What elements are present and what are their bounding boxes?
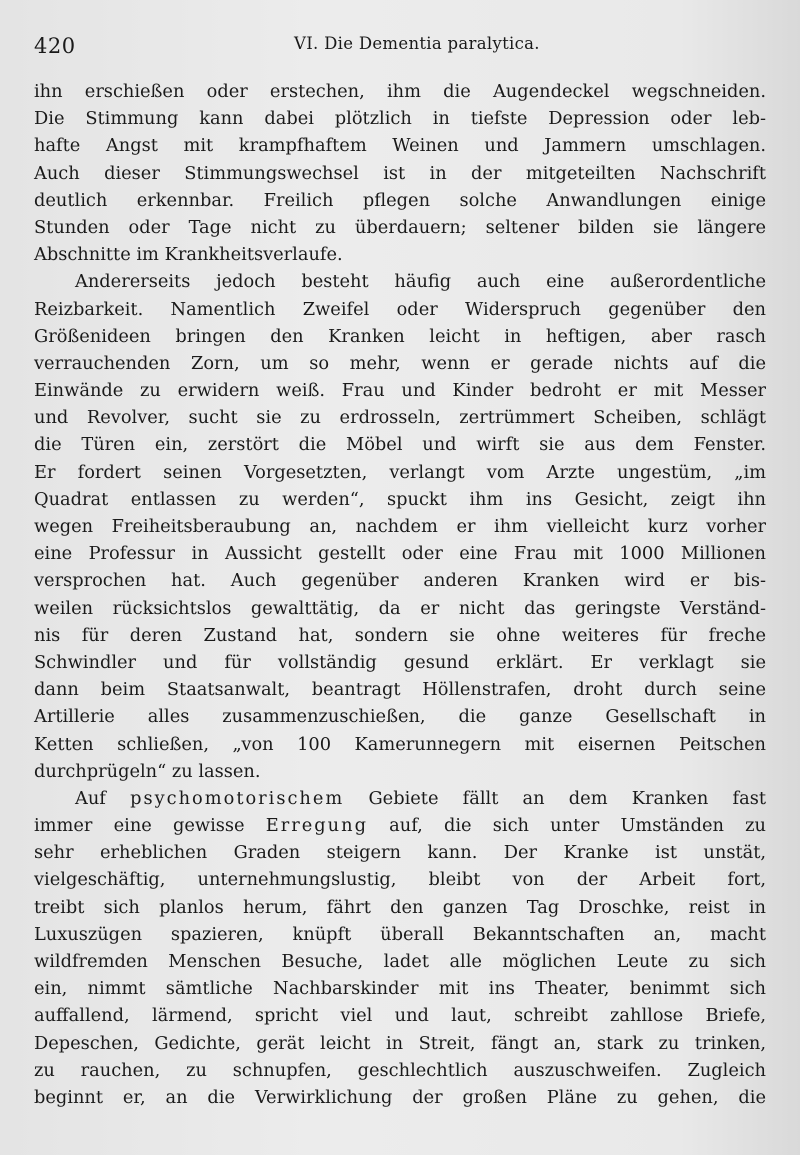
text-line: Die Stimmung kann dabei plötzlich in tiefste Depression oder leb- <box>34 108 766 130</box>
spaced-emphasis: Erregung <box>265 815 368 837</box>
text-run: Auf <box>75 787 131 809</box>
text-run: Gebiete fällt an dem Kranken fast <box>344 787 766 809</box>
page-header <box>34 30 766 60</box>
text-line: Größenideen bringen den Kranken leicht in heftigen, aber rasch <box>34 325 766 347</box>
text-line <box>34 812 766 839</box>
text-line: Stunden oder Tage nicht zu überdauern; seltener bilden sie längere <box>34 216 766 238</box>
text-line: deutlich erkennbar. Freilich pflegen solche Anwandlungen einige <box>34 189 766 211</box>
text-line: Andererseits jedoch besteht häufig auch eine außerordentliche <box>75 271 766 293</box>
text-line: Reizbarkeit. Namentlich Zweifel oder Widerspruch gegenüber den <box>34 298 766 320</box>
text-run: auf, die sich unter Umständen zu <box>367 815 766 837</box>
text-line: wegen Freiheitsberaubung an, nachdem er ihm vielleicht kurz vorher <box>34 516 766 537</box>
text-line: nis für deren Zustand hat, sondern sie ohne weiteres für freche <box>34 624 766 646</box>
running-head: VI. Die Dementia paralytica. <box>294 34 540 53</box>
text-line: Luxuszügen spazieren, knüpft überall Bekanntschaften an, macht <box>34 923 766 945</box>
text-line: vielgeschäftig, unternehmungslustig, bleibt von der Arbeit fort, <box>34 869 766 891</box>
text-line: Auch dieser Stimmungswechsel ist in der mitgeteilten Nachschrift <box>34 162 766 184</box>
text-line: zu rauchen, zu schnupfen, geschlechtlich auszuschweifen. Zugleich <box>34 1059 766 1081</box>
page-number: 420 <box>34 34 76 58</box>
text-line: ihn erschießen oder erstechen, ihm die Augendeckel wegschneiden. <box>34 81 766 102</box>
text-line: weilen rücksichtslos gewalttätig, da er nicht das geringste Verständ- <box>34 597 766 619</box>
text-line: Abschnitte im Krankheitsverlaufe. <box>34 244 343 266</box>
text-line: sehr erheblichen Graden steigern kann. Der Kranke ist unstät, <box>34 842 766 864</box>
text-line <box>34 785 766 812</box>
text-line: Schwindler und für vollständig gesund erklärt. Er verklagt sie <box>34 651 766 673</box>
text-line: Artillerie alles zusammenzuschießen, die ganze Gesellschaft in <box>34 706 766 728</box>
spaced-emphasis: psychomotorischem <box>130 787 345 809</box>
text-line: dann beim Staatsanwalt, beantragt Höllenstrafen, droht durch seine <box>34 679 766 701</box>
text-line: wildfremden Menschen Besuche, ladet alle möglichen Leute zu sich <box>34 951 766 972</box>
text-line: Er fordert seinen Vorgesetzten, verlangt vom Arzte ungestüm, „im <box>34 461 766 483</box>
text-line: Ketten schließen, „von 100 Kamerunnegern mit eisernen Peitschen <box>34 733 766 755</box>
text-line: hafte Angst mit krampfhaftem Weinen und Jammern umschlagen. <box>34 135 766 157</box>
text-line: auffallend, lärmend, spricht viel und laut, schreibt zahllose Briefe, <box>34 1005 766 1027</box>
body-text <box>34 78 766 1111</box>
text-line: Einwände zu erwidern weiß. Frau und Kinder bedroht er mit Messer <box>34 380 766 402</box>
text-line: beginnt er, an die Verwirklichung der großen Pläne zu gehen, die <box>34 1086 766 1108</box>
text-line: Quadrat entlassen zu werden“, spuckt ihm ins Gesicht, zeigt ihn <box>34 488 766 510</box>
text-line: ein, nimmt sämtliche Nachbarskinder mit ins Theater, benimmt sich <box>34 978 766 1000</box>
text-run: immer eine gewisse <box>34 815 266 837</box>
text-line: treibt sich planlos herum, fährt den ganzen Tag Droschke, reist in <box>34 896 766 918</box>
text-line: versprochen hat. Auch gegenüber anderen Kranken wird er bis- <box>34 570 766 592</box>
text-line: die Türen ein, zerstört die Möbel und wirft sie aus dem Fenster. <box>34 434 766 456</box>
text-line: verrauchenden Zorn, um so mehr, wenn er gerade nichts auf die <box>34 352 766 374</box>
text-line: durchprügeln“ zu lassen. <box>34 760 261 782</box>
text-line: eine Professur in Aussicht gestellt oder eine Frau mit 1000 Millionen <box>34 543 766 565</box>
text-line: Depeschen, Gedichte, gerät leicht in Streit, fängt an, stark zu trinken, <box>34 1032 766 1054</box>
text-line: und Revolver, sucht sie zu erdrosseln, zertrümmert Scheiben, schlägt <box>34 407 766 429</box>
